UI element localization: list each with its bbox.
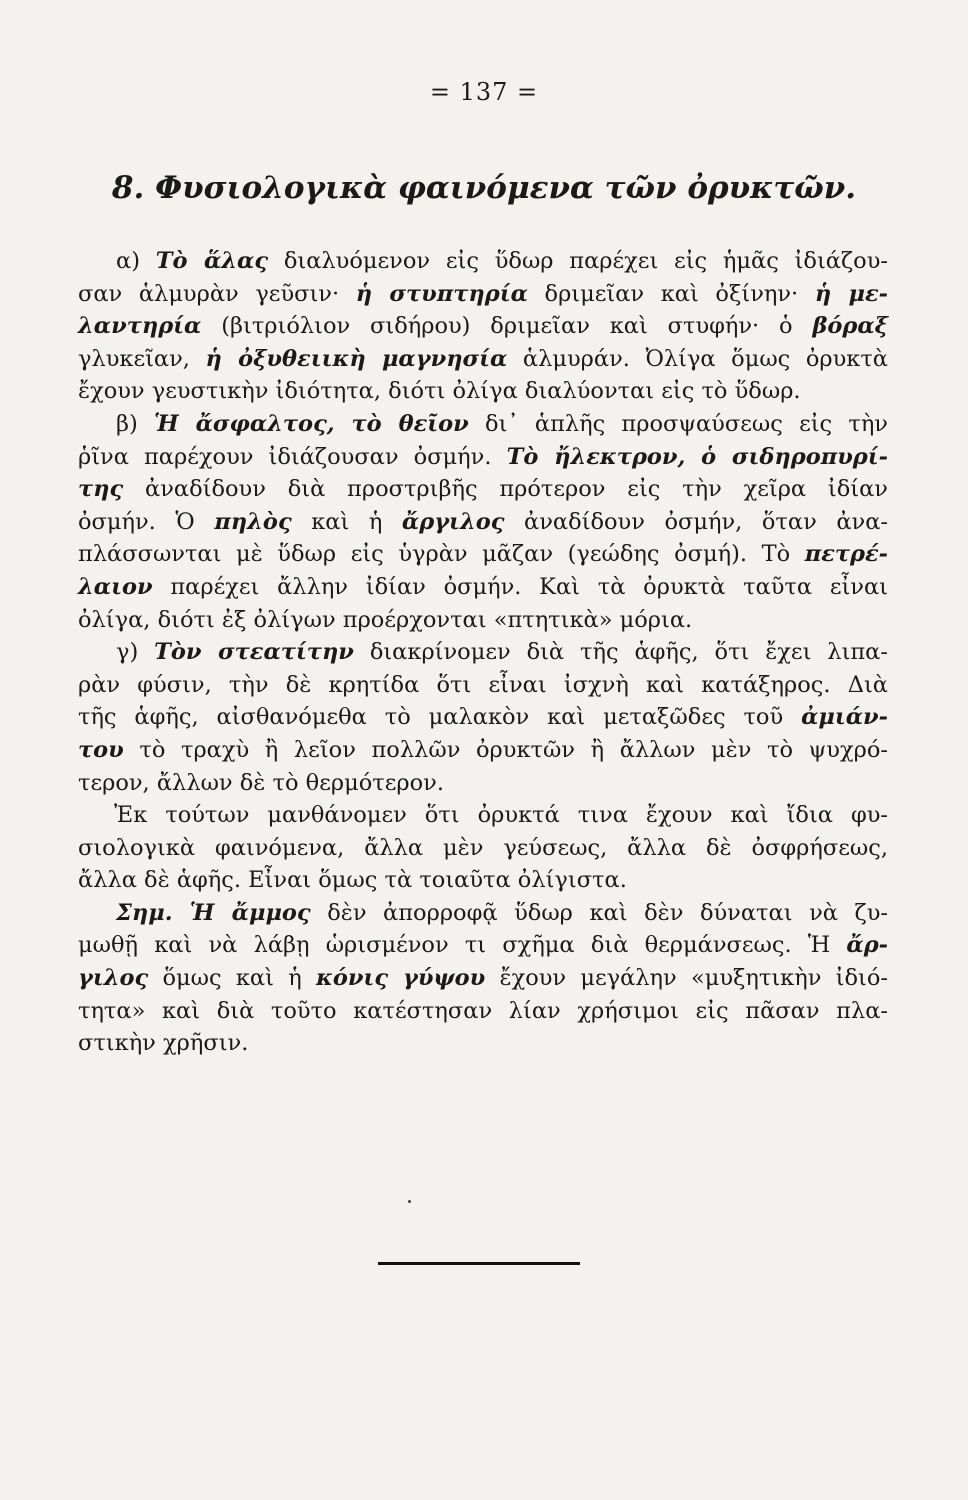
emphasized-term: γιλος [78, 965, 149, 992]
text-line [78, 375, 888, 408]
text-run: ῥῖνα παρέχουν ἰδιάζουσαν ὀσμήν. [78, 443, 507, 470]
emphasized-term: Ἡ ἄσφαλτος, τὸ θεῖον [154, 410, 469, 437]
emphasized-term: ἡ ὀξυθειικὴ μαγνησία [205, 345, 508, 372]
text-line [78, 669, 888, 702]
text-run: γλυκεῖαν, [78, 345, 206, 372]
text-run: μωθῇ καὶ νὰ λάβῃ ὡρισμένον τι σχῆμα διὰ θερμάνσεως. Ἡ [78, 932, 847, 959]
emphasized-term: πηλὸς [214, 508, 292, 535]
text-line [78, 864, 888, 897]
text-line [78, 897, 888, 930]
text-line [78, 571, 888, 604]
text-line [78, 441, 888, 474]
emphasized-term: Τὸ ἤλεκτρον, ὁ σιδηροπυρί- [506, 443, 888, 470]
chapter-title: 8. Φυσιολογικὰ φαινόμενα τῶν ὀρυκτῶν. [111, 170, 857, 206]
text-run: τητα» καὶ διὰ τοῦτο κατέστησαν λίαν χρήσιμοι εἰς πᾶσαν πλα- [78, 997, 888, 1024]
emphasized-term: ἡ με- [814, 280, 888, 307]
text-line [78, 767, 888, 800]
text-line [78, 473, 888, 506]
emphasized-term: του [78, 736, 124, 763]
emphasized-term: βόραξ [812, 313, 888, 340]
text-run: δὲν ἀπορροφᾷ ὕδωρ καὶ δὲν δύναται νὰ ζυ- [310, 899, 888, 926]
text-line [78, 995, 888, 1028]
text-run: Ἐκ τούτων μανθάνομεν ὅτι ὀρυκτά τινα ἔχουν καὶ ἴδια φυ- [114, 802, 888, 829]
text-run: α) [116, 248, 156, 274]
text-run: (βιτριόλιον σιδήρου) δριμεῖαν καὶ στυφήν· ὁ [201, 313, 813, 340]
emphasized-term: Τὸν στεατίτην [154, 639, 354, 666]
text-line [78, 408, 888, 441]
text-run: ὀλίγα, διότι ἐξ ὀλίγων προέρχονται «πτητικὰ» μόρια. [78, 606, 693, 633]
emphasized-term: Τὸ ἅλας [155, 248, 269, 274]
emphasized-term: λαιον [78, 573, 153, 600]
text-line [78, 929, 888, 962]
text-run: γ) [116, 639, 155, 666]
text-run: σαν ἁλμυρὰν γεῦσιν· [78, 280, 356, 307]
text-run: τερον, ἄλλων δὲ τὸ θερμότερον. [78, 769, 444, 796]
text-run: στικὴν χρῆσιν. [78, 1030, 249, 1057]
text-line [78, 310, 888, 343]
text-run: παρέχει ἄλλην ἰδίαν ὀσμήν. Καὶ τὰ ὀρυκτὰ ταῦτα εἶναι [152, 573, 888, 600]
text-line [78, 799, 888, 832]
text-run: ἔχουν γευστικὴν ἰδιότητα, διότι ὀλίγα διαλύονται εἰς τὸ ὕδωρ. [78, 378, 801, 405]
text-line [78, 343, 888, 376]
text-line [78, 1027, 888, 1060]
emphasized-term: κόνις γύψου [315, 965, 486, 992]
emphasized-term: Σημ. Ἡ ἄμμος [116, 899, 311, 926]
body-text [78, 245, 888, 1060]
text-run: τῆς ἁφῆς, αἰσθανόμεθα τὸ μαλακὸν καὶ μεταξῶδες τοῦ [78, 704, 802, 731]
emphasized-term: πετρέ- [804, 541, 888, 568]
text-run: ἄλλα δὲ ἁφῆς. Εἶναι ὅμως τὰ τοιαῦτα ὀλίγιστα. [78, 867, 627, 894]
page-number: = 137 = [429, 78, 539, 106]
text-run: δι᾽ ἁπλῆς προσψαύσεως εἰς τὴν [468, 410, 888, 437]
text-run: σιολογικὰ φαινόμενα, ἄλλα μὲν γεύσεως, ἄλλα δὲ ὀσφρήσεως, [78, 834, 888, 861]
emphasized-term: της [78, 476, 124, 503]
text-run: πλάσσωνται μὲ ὕδωρ εἰς ὑγρὰν μᾶζαν (γεώδης ὀσμή). Τὸ [78, 541, 805, 568]
text-line [78, 278, 888, 311]
section-rule [378, 1262, 580, 1265]
text-run: ἀναδίδουν διὰ προστριβῆς πρότερον εἰς τὴν χεῖρα ἰδίαν [123, 476, 888, 503]
text-run: διακρίνομεν διὰ τῆς ἁφῆς, ὅτι ἔχει λιπα- [353, 639, 888, 666]
text-line [78, 538, 888, 571]
emphasized-term: ἡ στυπτηρία [355, 280, 528, 307]
text-line [78, 604, 888, 637]
text-run: δριμεῖαν καὶ ὀξίνην· [527, 280, 815, 307]
emphasized-term: ἄργιλος [401, 508, 505, 535]
text-line [78, 962, 888, 995]
text-run: ὀσμήν. Ὁ [78, 508, 215, 535]
emphasized-term: ἀμιάν- [801, 704, 888, 731]
text-line [78, 506, 888, 539]
text-run: καὶ ἡ [291, 508, 402, 535]
text-run: ρὰν φύσιν, τὴν δὲ κρητίδα ὅτι εἶναι ἰσχνὴ καὶ κατάξηρος. Διὰ [78, 671, 888, 698]
text-run: ἀναδίδουν ὀσμήν, ὅταν ἀνα- [504, 508, 888, 535]
text-run: τὸ τραχὺ ἢ λεῖον πολλῶν ὀρυκτῶν ἢ ἄλλων μὲν τὸ ψυχρό- [123, 736, 888, 763]
text-run: ἁλμυράν. Ὀλίγα ὅμως ὀρυκτὰ [507, 345, 888, 372]
text-line [78, 636, 888, 669]
text-run: ἔχουν μεγάλην «μυξητικὴν ἰδιό- [485, 965, 888, 992]
emphasized-term: ἄρ- [846, 932, 888, 959]
text-line [78, 701, 888, 734]
text-line [78, 734, 888, 767]
text-run: διαλυόμενον εἰς ὕδωρ παρέχει εἰς ἡμᾶς ἰδιάζου- [268, 248, 888, 274]
text-line [78, 245, 888, 278]
stray-dot [408, 1200, 411, 1203]
text-line [78, 832, 888, 865]
text-run: β) [116, 410, 155, 437]
emphasized-term: λαντηρία [78, 313, 202, 340]
text-run: ὅμως καὶ ἡ [148, 965, 316, 992]
